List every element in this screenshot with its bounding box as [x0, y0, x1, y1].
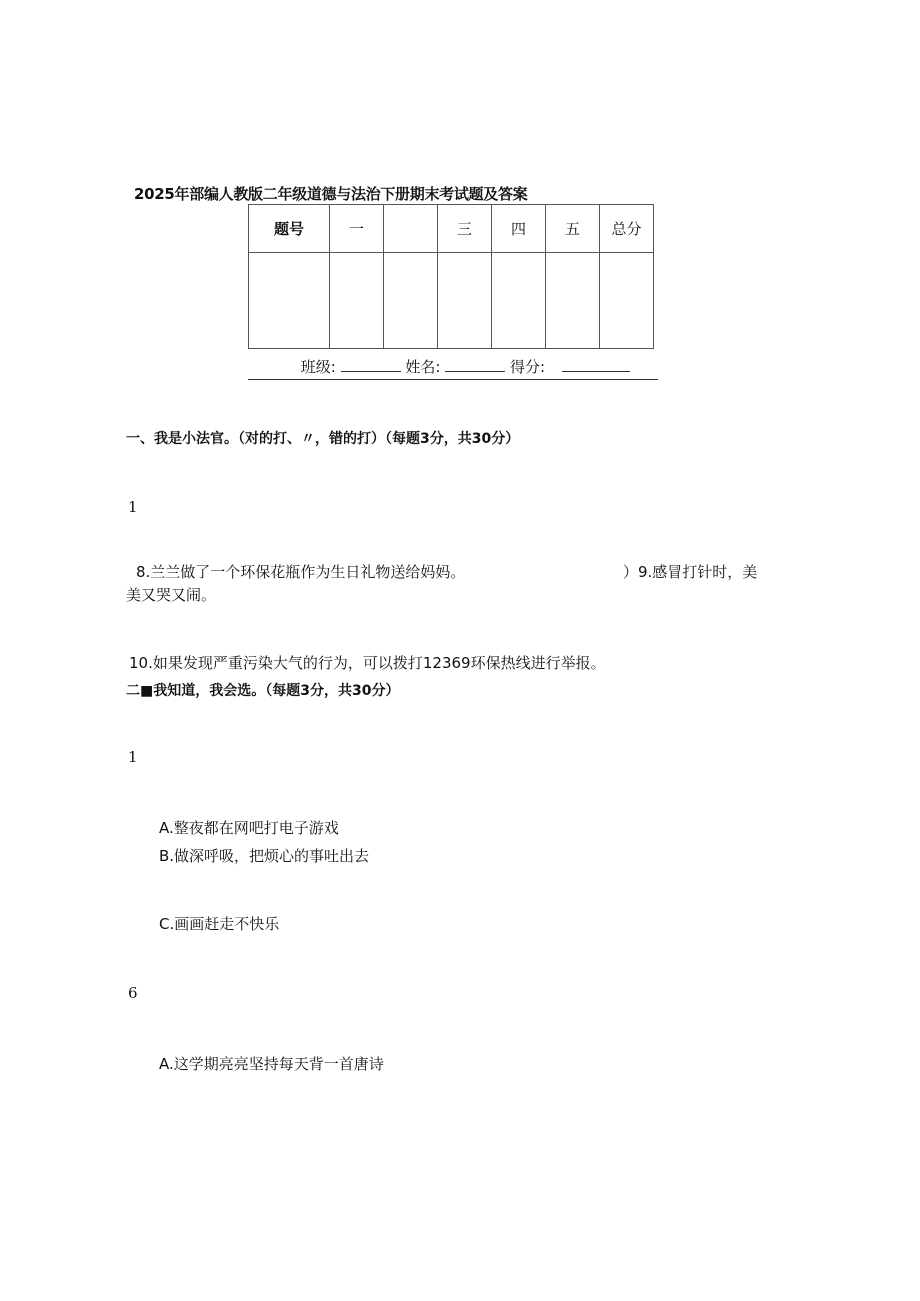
score-cell: [600, 253, 654, 349]
score-table-blank-row: [249, 253, 654, 349]
score-cell: [492, 253, 546, 349]
student-info-line: [248, 356, 658, 380]
name-label: 姓名:: [405, 358, 441, 376]
question-8-text: 8.兰兰做了一个环保花瓶作为生日礼物送给妈妈。: [136, 563, 466, 581]
name-blank: [445, 359, 505, 372]
score-table-header-cell: 四: [492, 205, 546, 253]
section1-heading: 一、我是小法官。（对的打、〃，错的打）（每题3分，共30分）: [126, 431, 520, 447]
score-table-header-cell: 三: [438, 205, 492, 253]
score-blank: [562, 359, 630, 372]
question-6-option-a: A.这学期亮亮坚持每天背一首唐诗: [159, 1055, 384, 1073]
score-label: 得分:: [510, 358, 546, 376]
score-cell: [330, 253, 384, 349]
option-c: C.画画赶走不快乐: [159, 915, 280, 933]
question-number: 1: [128, 748, 138, 766]
score-table-header-cell: 一: [330, 205, 384, 253]
score-table-header-cell: 总分: [600, 205, 654, 253]
option-b: B.做深呼吸，把烦心的事吐出去: [159, 847, 370, 865]
score-cell: [384, 253, 438, 349]
document-title: 2025年部编人教版二年级道德与法治下册期末考试题及答案: [134, 185, 528, 203]
class-blank: [341, 359, 401, 372]
question-9-text: ）9.感冒打针时，美: [623, 563, 758, 581]
score-cell: [546, 253, 600, 349]
option-a: A.整夜都在网吧打电子游戏: [159, 819, 339, 837]
score-table-header-cell: 题号: [249, 205, 330, 253]
score-cell: [438, 253, 492, 349]
class-label: 班级:: [300, 358, 336, 376]
section2-heading: 二■我知道，我会选。（每题3分，共30分）: [126, 683, 400, 699]
score-cell: [249, 253, 330, 349]
score-table-header-row: [249, 205, 654, 253]
question-number: 6: [128, 984, 138, 1002]
question-10-text: 10.如果发现严重污染大气的行为，可以拨打12369环保热线进行举报。: [129, 654, 606, 672]
question-number: 1: [128, 498, 138, 516]
score-table-header-cell: [384, 205, 438, 253]
question-9-continued: 美又哭又闹。: [126, 586, 217, 604]
score-table: [248, 204, 654, 349]
score-table-header-cell: 五: [546, 205, 600, 253]
